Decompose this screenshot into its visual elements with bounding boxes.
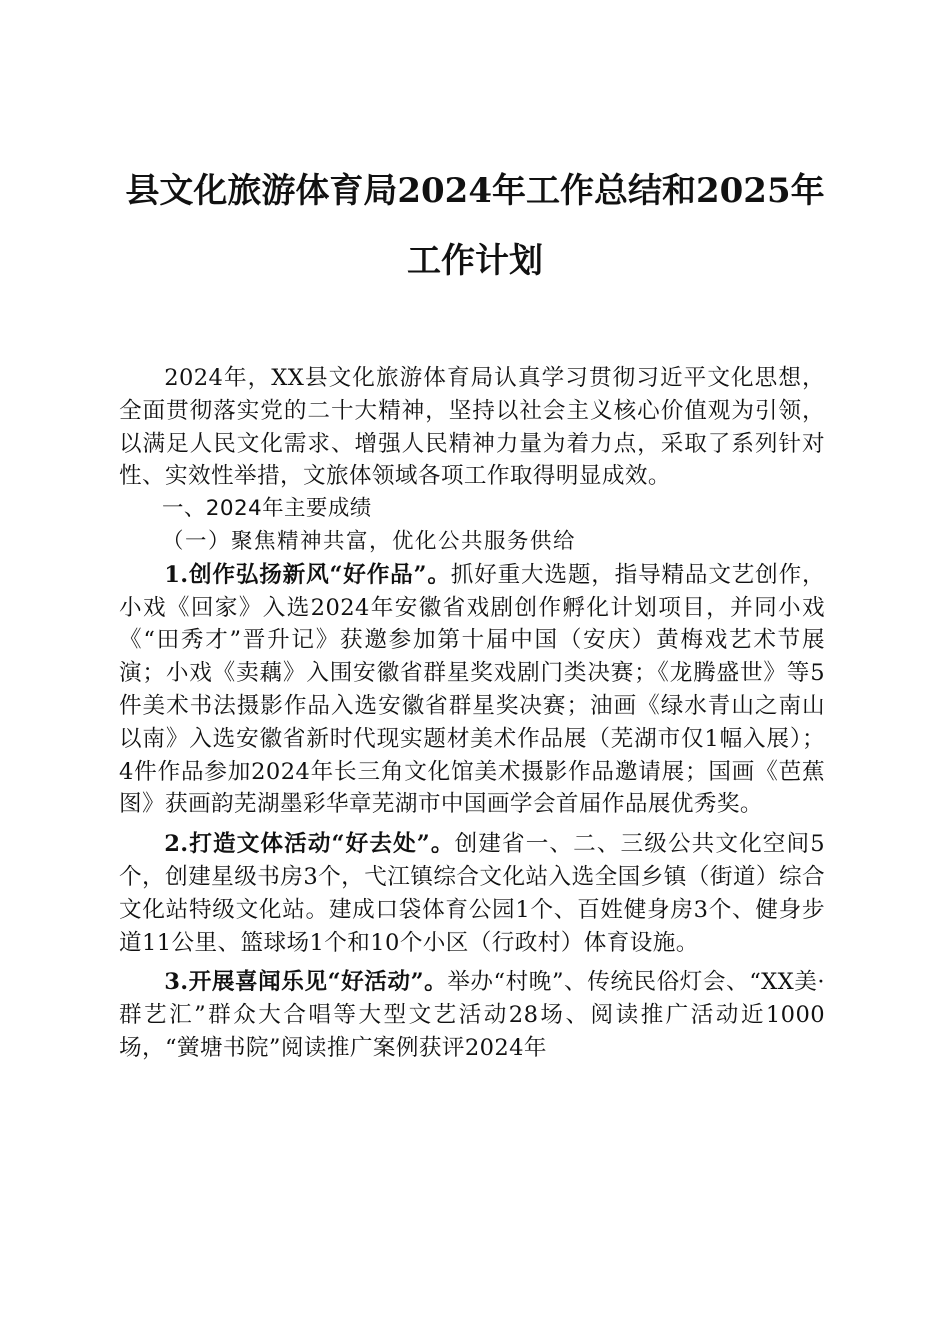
- section-heading: 一、2024年主要成绩: [162, 496, 372, 522]
- document-body: [119, 362, 825, 1065]
- paragraph-lead: 1.创作弘扬新风“好作品”。: [164, 561, 451, 588]
- document-title-line-1: 县文化旅游体育局2024年工作总结和2025年: [125, 171, 825, 211]
- paragraph-text: 抓好重大选题，指导精品文艺创作，小戏《回家》入选2024年安徽省戏剧创作孵化计划项目，并同小戏《“田秀才”晋升记》获邀参加第十届中国（安庆）黄梅戏艺术节展演；小戏《卖藕》入围安徽省群星奖戏剧门类决赛；《龙腾盛世》等5件美术书法摄影作品入选安徽省群星奖决赛；油画《绿水青山之南山以南》入选安徽省新时代现实题材美术作品展（芜湖市仅1幅入展）；4件作品参加2024年长三角文化馆美术摄影作品邀请展；国画《芭蕉图》获画韵芜湖墨彩华章芜湖市中国画学会首届作品展优秀奖。: [119, 561, 825, 818]
- achievement-paragraph-3: [119, 966, 825, 1064]
- achievement-paragraph-1: [119, 559, 825, 821]
- document-title-line-2: 工作计划: [407, 241, 543, 281]
- paragraph-lead: 2.打造文体活动“好去处”。: [164, 831, 455, 858]
- paragraph-lead: 3.开展喜闻乐见“好活动”。: [164, 969, 448, 996]
- paragraph-text: 创建省一、二、三级公共文化空间5个，创建星级书房3个，弋江镇综合文化站入选全国乡镇（街道）综合文化站特级文化站。建成口袋体育公园1个、百姓健身房3个、健身步道11公里、篮球场1个和10个小区（行政村）体育设施。: [119, 831, 825, 956]
- subsection-heading: （一）聚焦精神共富，优化公共服务供给: [162, 528, 577, 554]
- paragraph-text: 举办“村晚”、传统民俗灯会、“XX美·群艺汇”群众大合唱等大型文艺活动28场、阅读推广活动近1000场，“黉塘书院”阅读推广案例获评2024年: [119, 969, 825, 1061]
- achievement-paragraph-2: [119, 828, 825, 959]
- intro-paragraph: 2024年，XX县文化旅游体育局认真学习贯彻习近平文化思想，全面贯彻落实党的二十大精神，坚持以社会主义核心价值观为引领，以满足人民文化需求、增强人民精神力量为着力点，采取了系列针对性、实效性举措，文旅体领域各项工作取得明显成效。: [119, 365, 825, 490]
